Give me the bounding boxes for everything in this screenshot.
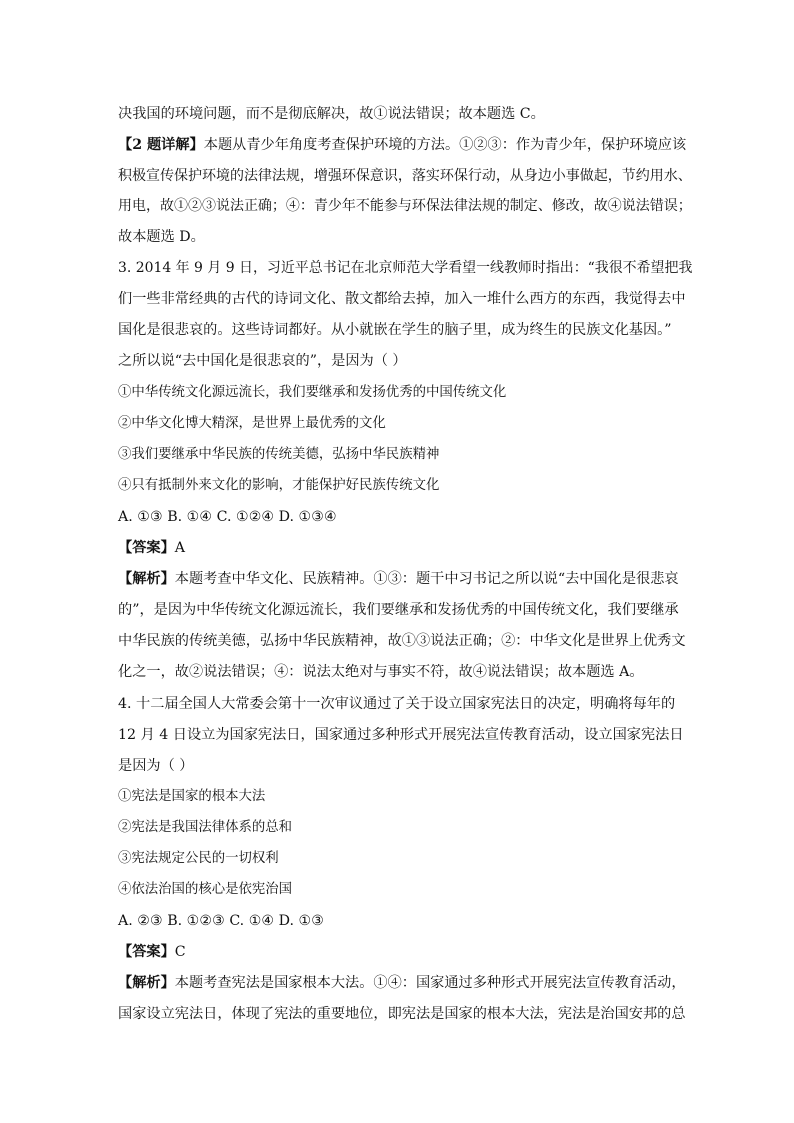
- q3-analysis-line-2: 的”，是因为中华传统文化源远流长，我们要继承和发扬优秀的中国传统文化，我们要继承: [118, 602, 679, 618]
- q2-detail-line-3: 用电，故①②③说法正确；④：青少年不能参与环保法律法规的制定、修改，故④说法错误；: [118, 198, 692, 214]
- q3-choices: A. ①③ B. ①④ C. ①②④ D. ①③④: [118, 509, 337, 525]
- q4-stem-line-2: 12 月 4 日设立为国家宪法日，国家通过多种形式开展宪法宣传教育活动，设立国家宪法日: [118, 727, 684, 743]
- q3-stem-line-1: 3. 2014 年 9 月 9 日，习近平总书记在北京师范大学看望一线教师时指出：“我很不希望把我: [118, 260, 693, 276]
- q4-option-3: ③宪法规定公民的一切权利: [118, 851, 279, 866]
- q4-option-2: ②宪法是我国法律体系的总和: [118, 820, 293, 835]
- q2-detail-line-4: 故本题选 D。: [118, 229, 205, 245]
- q3-option-2: ②中华文化博大精深，是世界上最优秀的文化: [118, 416, 386, 431]
- q4-option-1: ①宪法是国家的根本大法: [118, 789, 266, 804]
- q3-stem-line-2: 们一些非常经典的古代的诗词文化、散文都给去掉，加入一堆什么西方的东西，我觉得去中: [118, 291, 686, 307]
- q2-detail-tag: 【2 题详解】: [118, 137, 204, 153]
- q2-detail-line-2: 积极宣传保护环境的法律法规，增强环保意识，落实环保行动，从身边小事做起，节约用水、: [118, 168, 692, 184]
- q3-option-4: ④只有抵制外来文化的影响，才能保护好民族传统文化: [118, 478, 440, 493]
- q4-stem-line-1: 4. 十二届全国人大常委会第十一次审议通过了关于设立国家宪法日的决定，明确将每年的: [118, 696, 676, 712]
- q3-answer: 【答案】A: [118, 540, 186, 556]
- q2-tail-line: 决我国的环境问题，而不是彻底解决，故①说法错误；故本题选 C。: [118, 106, 545, 122]
- q3-analysis-line-4: 化之一，故②说法错误；④：说法太绝对与事实不符，故④说法错误；故本题选 A。: [118, 664, 644, 680]
- q4-option-4: ④依法治国的核心是依宪治国: [118, 882, 293, 897]
- q3-stem-line-4: 之所以说“去中国化是很悲哀的”，是因为（ ）: [118, 353, 407, 369]
- q4-analysis-line-2: 国家设立宪法日，体现了宪法的重要地位，即宪法是国家的根本大法，宪法是治国安邦的总: [118, 1006, 686, 1022]
- q3-option-3: ③我们要继承中华民族的传统美德，弘扬中华民族精神: [118, 447, 440, 462]
- q3-option-1: ①中华传统文化源远流长，我们要继承和发扬优秀的中国传统文化: [118, 385, 507, 400]
- q3-analysis-line-1: 【解析】本题考查中华文化、民族精神。①③：题干中习书记之所以说“去中国化是很悲哀: [118, 571, 679, 587]
- q2-detail-line-1: 【2 题详解】本题从青少年角度考查保护环境的方法。①②③：作为青少年，保护环境应该: [118, 137, 687, 153]
- q4-analysis-line-1: 【解析】本题考查宪法是国家根本大法。①④：国家通过多种形式开展宪法宣传教育活动，: [118, 975, 686, 991]
- q4-answer: 【答案】C: [118, 944, 186, 960]
- q3-analysis-line-3: 中华民族的传统美德，弘扬中华民族精神，故①③说法正确；②：中华文化是世界上优秀文: [118, 633, 686, 649]
- q4-choices: A. ②③ B. ①②③ C. ①④ D. ①③: [118, 913, 324, 929]
- q4-stem-line-3: 是因为（ ）: [118, 758, 194, 774]
- q3-stem-line-3: 国化是很悲哀的。这些诗词都好。从小就嵌在学生的脑子里，成为终生的民族文化基因。”: [118, 322, 672, 338]
